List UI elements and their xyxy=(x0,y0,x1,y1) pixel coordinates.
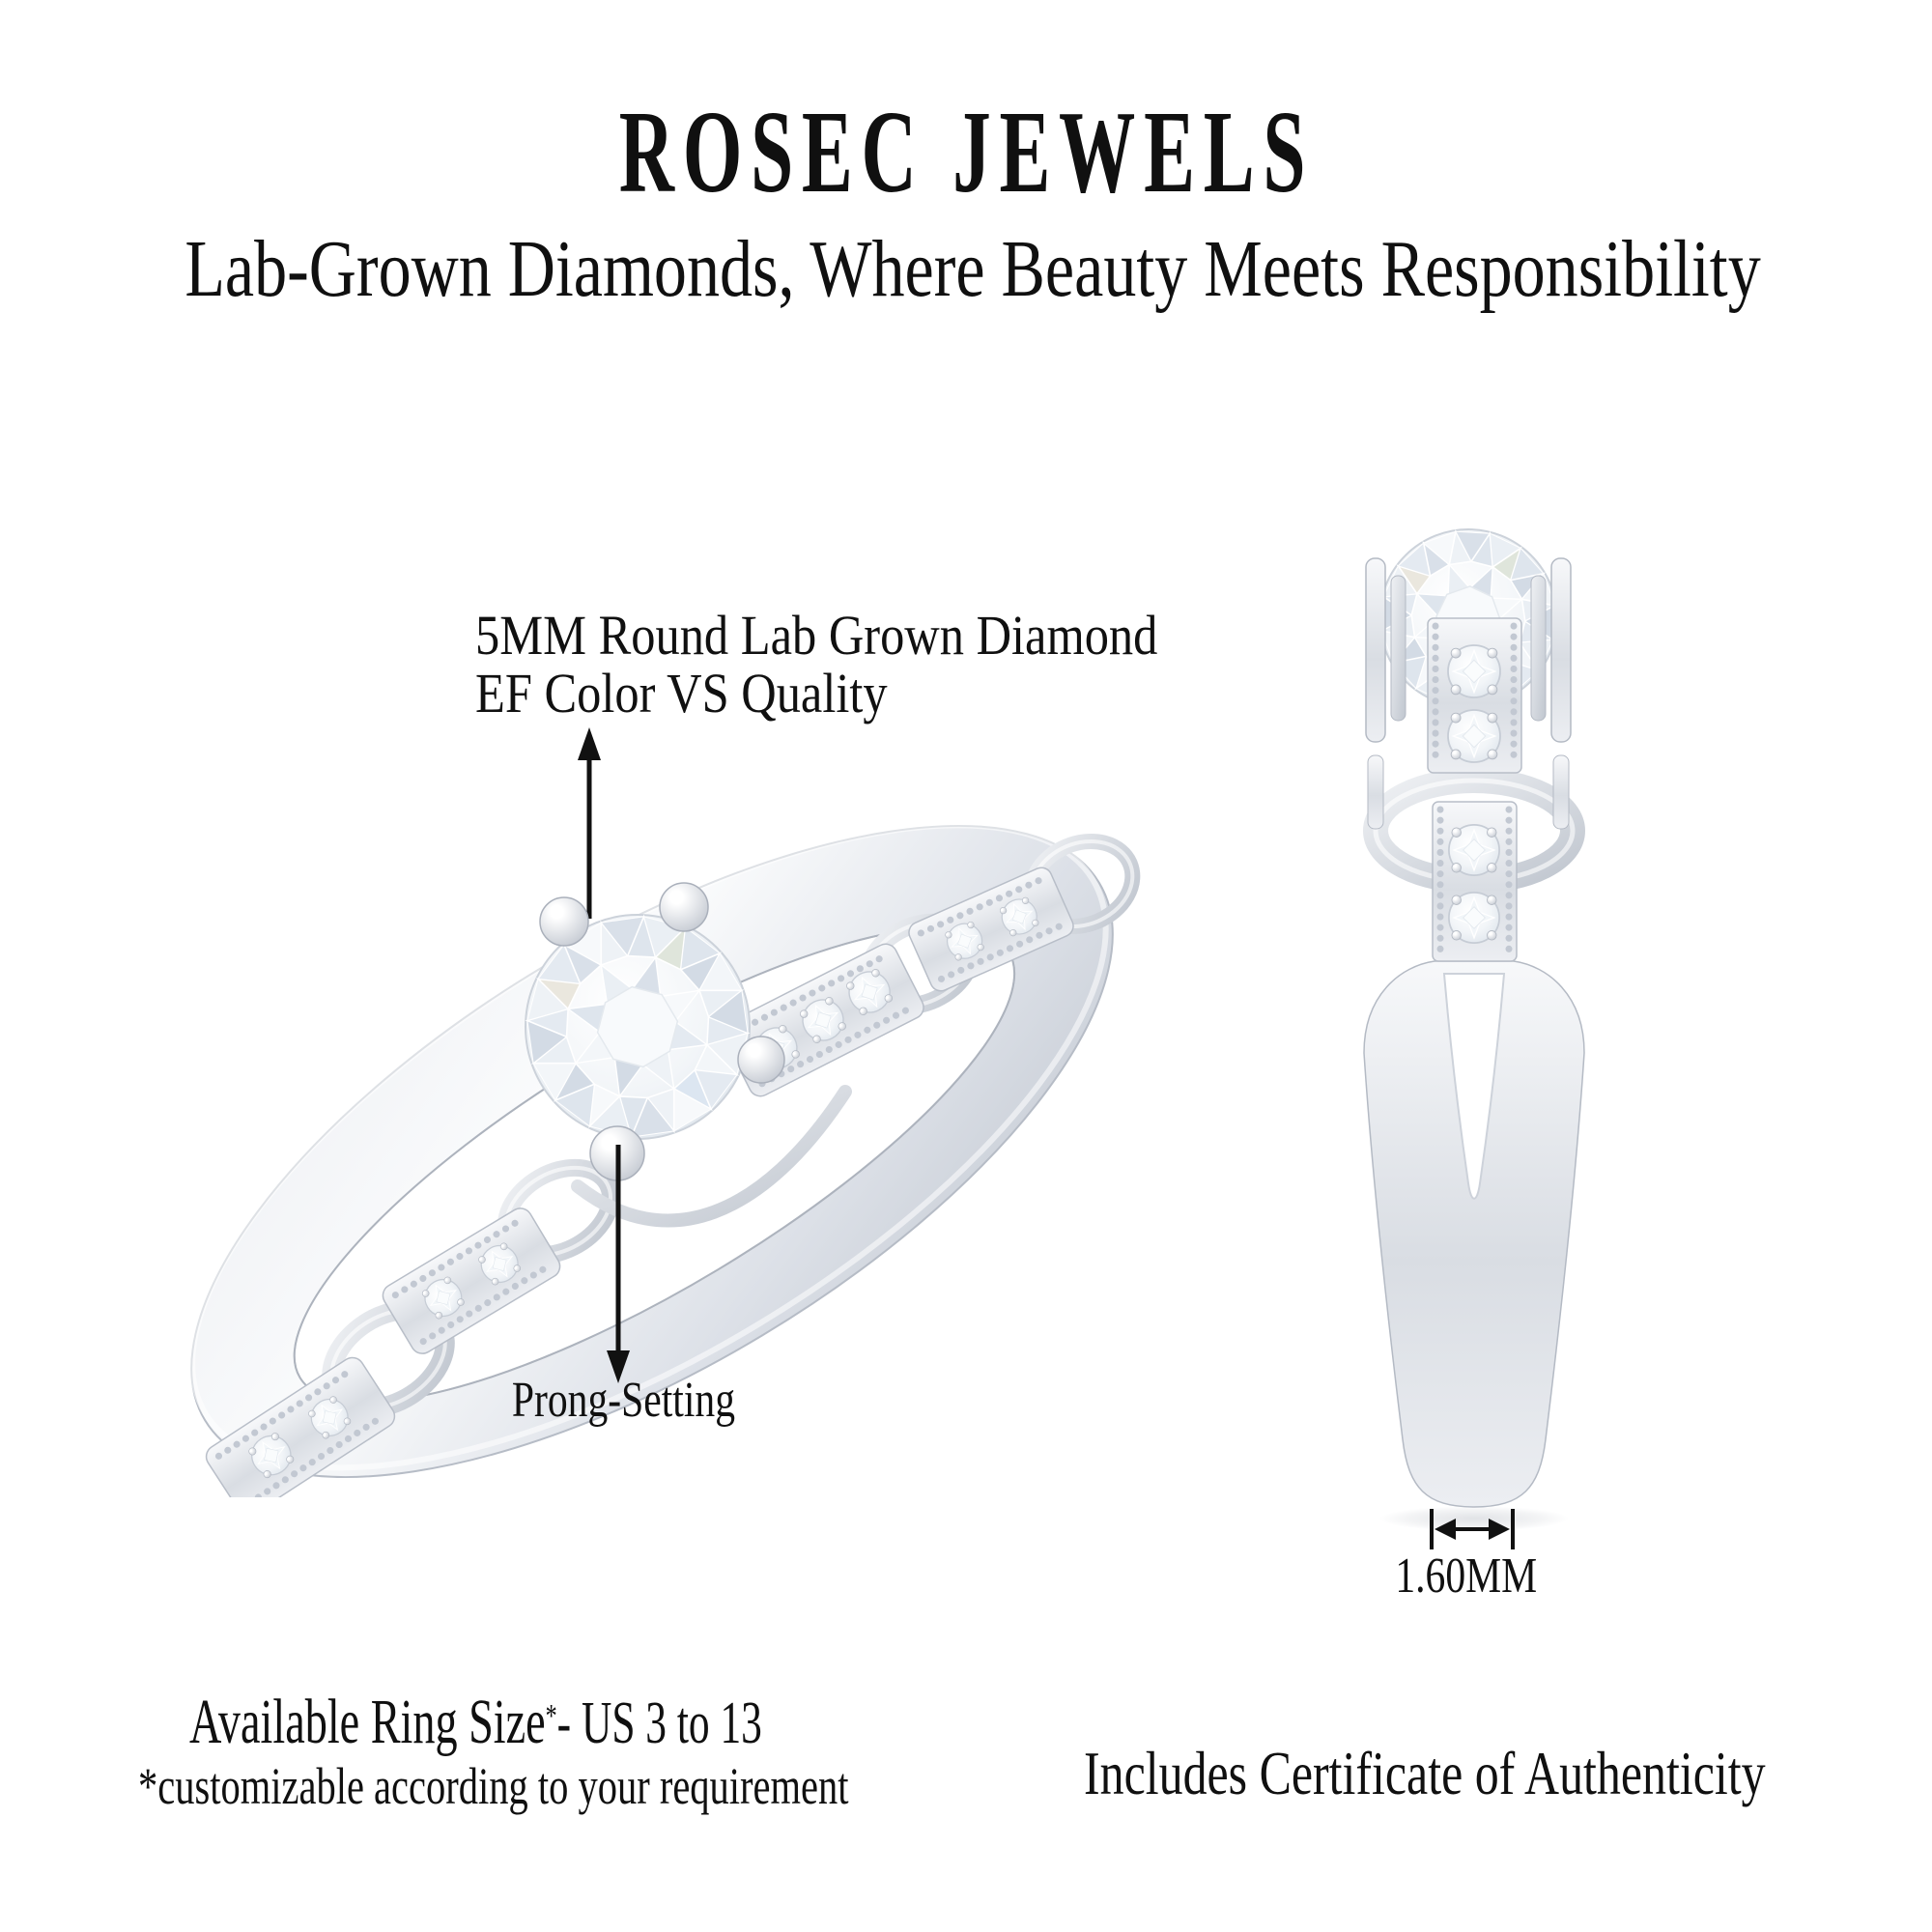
center-stone-callout xyxy=(475,604,1260,724)
side-pave-box-lower xyxy=(1433,802,1517,961)
prong-ball xyxy=(540,897,588,946)
center-stone-callout-line1: 5MM Round Lab Grown Diamond xyxy=(475,604,1158,667)
brand-title-text: ROSEC JEWELS xyxy=(618,87,1314,217)
pave-bar xyxy=(379,1204,564,1357)
prong-ball xyxy=(660,883,708,931)
ring-size-asterisk: * xyxy=(545,1696,557,1734)
width-dimension-icon xyxy=(1428,1505,1517,1553)
customization-note: *customizable according to your requirement xyxy=(138,1757,849,1815)
certificate-note: Includes Certificate of Authenticity xyxy=(1084,1739,1766,1807)
band-width-label: 1.60MM xyxy=(1395,1548,1538,1604)
down-arrow-icon xyxy=(594,1145,642,1386)
center-stone-callout-line2: EF Color VS Quality xyxy=(475,662,888,724)
ring-size-value: - US 3 to 13 xyxy=(556,1690,762,1756)
side-pave-box-upper xyxy=(1428,618,1521,773)
ring-size-label: Available Ring Size xyxy=(189,1687,546,1757)
brand-tagline xyxy=(0,224,1932,314)
brand-tagline-text: Lab-Grown Diamonds, Where Beauty Meets Responsibility xyxy=(185,224,1761,314)
ring-size-line xyxy=(189,1689,1008,1755)
brand-title xyxy=(0,87,1932,217)
prong-ball xyxy=(738,1037,784,1083)
ring-side-view-image xyxy=(1333,512,1604,1555)
prong-setting-label: Prong-Setting xyxy=(511,1373,735,1428)
